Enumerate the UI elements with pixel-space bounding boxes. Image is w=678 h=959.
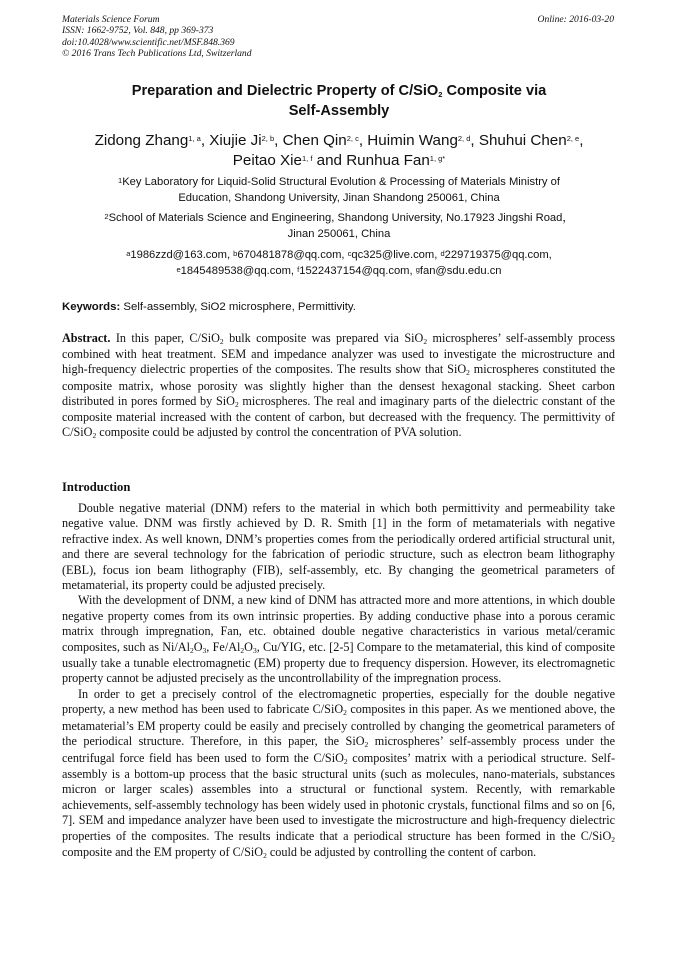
author-list: Zidong Zhang$^{1, a}$, Xiujie Ji$^{2, b}$, Chen Qin$^{2, c}$, Huimin Wang$^{2, d}$, Shuhui Chen$^{2, e}$, Peitao Xie$^{1, f}$ and Runhua Fan$^{1, g*}$ bbox=[94, 132, 584, 169]
paper-title bbox=[62, 82, 616, 120]
author-name: Chen Qin bbox=[282, 132, 347, 149]
title-line-1: Preparation and Dielectric Property of C/SiO$_2$ Composite via bbox=[131, 83, 547, 99]
abstract: Abstract. In this paper, C/SiO$_2$ bulk composite was prepared via SiO$_2$ microspheres’ self-assembly process combined with heat treatment. SEM and impedance analyzer was used to investigate the microstructure and high-frequency dielectric properties of the composites. The results show that SiO$_2$ microspheres constituted the composite matrix, whose porosity was slightly higher than the densest hexagonal stacking. Sheet carbon distributed in pores formed by SiO$_2$ microspheres. The real and imaginary parts of the dielectric constant of the composite material increased with the content of carbon, but decreased with the frequency. The permittivity of C/SiO$_2$ composite could be adjusted by control the concentration of PVA solution. bbox=[62, 331, 616, 441]
issn-line: ISSN: 1662-9752, Vol. 848, pp 369-373 bbox=[62, 25, 214, 37]
introduction-body bbox=[62, 501, 615, 861]
email-link[interactable]: 1986zzd@163.com bbox=[130, 249, 227, 261]
email-link[interactable]: 229719375@qq.com bbox=[444, 249, 549, 261]
email-link[interactable]: 670481878@qq.com bbox=[237, 249, 342, 261]
keywords-text: Self-assembly, SiO2 microsphere, Permittivity. bbox=[120, 301, 356, 313]
keywords-label: Keywords: bbox=[62, 301, 121, 313]
author-name: Huimin Wang bbox=[367, 132, 458, 149]
journal-info bbox=[62, 14, 252, 60]
affiliation-1: $^1$Key Laboratory for Liquid-Solid Structural Evolution & Processing of Materials Ministry of Education, Shandong University, Jinan Shandong 250061, China bbox=[118, 176, 560, 204]
email-link[interactable]: 1845489538@qq.com bbox=[180, 264, 291, 277]
email-link[interactable]: 1522437154@qq.com bbox=[299, 264, 410, 277]
copyright-line: © 2016 Trans Tech Publications Ltd, Switzerland bbox=[62, 48, 252, 60]
author-name: Xiujie Ji bbox=[209, 132, 262, 149]
doi-line: doi:10.4028/www.scientific.net/MSF.848.369 bbox=[62, 36, 235, 48]
author-name: Runhua Fan bbox=[346, 152, 430, 169]
online-date: Online: 2016-03-20 bbox=[537, 14, 614, 25]
paragraph: With the development of DNM, a new kind of DNM has attracted more and more attentions, in which double negative property comes from its own intrinsic properties. By adding conductive phase into a porous ceramic matrix through impregnation, Fan, etc. obtained double negative characteristics in various metal/ceramic composites, such as $Ni/Al_2O_3$, $Fe/Al_2O_3$, Cu/YIG, etc. [2-5] Compare to the metamaterial, this kind of composite usually take a tunable electromagnetic (EM) property due to frequency dispersion. However, its electromagnetic property cannot be adjusted precisely as the uncontrollability of the impregnation process. bbox=[62, 593, 615, 686]
author-name: Zidong Zhang bbox=[94, 132, 189, 149]
keywords bbox=[62, 300, 356, 314]
author-name: Peitao Xie bbox=[232, 152, 302, 169]
email-link[interactable]: fan@sdu.edu.cn bbox=[419, 264, 502, 277]
paragraph: Double negative material (DNM) refers to the material in which both permittivity and permeability take negative value. DNM was firstly achieved by D. R. Smith [1] in the form of metamaterials with negative refractive index. As well known, DNM’s properties comes from the periodically ordered artificial structural unit, and there are several technology for the fabrication of periodic structure, such as electron beam lithography (EBL), focus ion beam lithography (FIB), self-assembly, etc. By changing the geometrical parameters of metamaterial, its property could be adjusted precisely. bbox=[62, 501, 615, 593]
email-link[interactable]: qc325@live.com bbox=[351, 249, 435, 261]
author-name: Shuhui Chen bbox=[478, 132, 567, 149]
paragraph: In order to get a precisely control of the electromagnetic properties, especially for the double negative property, a new method has been used to fabricate C/SiO$_2$ composites in this paper. As we mentioned above, the metamaterial’s EM property could be easily and precisely controlled by changing the geometrical parameters of the periodical structure. Therefore, in this paper, the SiO$_2$ microspheres’ self-assembly process under the centrifugal force field has been used to form the C/SiO$_2$ composites’ matrix with a periodical structure. Self-assembly is a bottom-up process that the basic structural units (such as molecules, nano-materials, substances micron or larger scales) assembles into a structural or functional system. Recently, with remarkable achievements, self-assembly technology has been widely used in photonic crystals, functional films and so on [6, 7]. SEM and impedance analyzer have been used to investigate the microstructure and high-frequency dielectric properties of the composites. The results indicate that a periodical structure has been formed in the C/SiO$_2$ composite and the EM property of C/SiO$_2$ could be adjusted by controlling the content of carbon. bbox=[62, 686, 616, 860]
affiliation-2: $^2$School of Materials Science and Engineering, Shandong University, No.17923 Jingshi Road， Jinan 250061, China bbox=[104, 212, 574, 240]
journal-name: Materials Science Forum bbox=[62, 14, 160, 25]
email-list: $^a$1986zzd@163.com, $^b$670481878@qq.com, $^c$qc325@live.com, $^d$229719375@qq.com, $^e$1845489538@qq.com, $^f$1522437154@qq.com, $^g$fan@sdu.edu.cn bbox=[126, 249, 552, 277]
section-heading-introduction: Introduction bbox=[62, 480, 131, 494]
title-line-2: Self-Assembly bbox=[288, 103, 390, 119]
abstract-label: Abstract. bbox=[62, 331, 111, 345]
